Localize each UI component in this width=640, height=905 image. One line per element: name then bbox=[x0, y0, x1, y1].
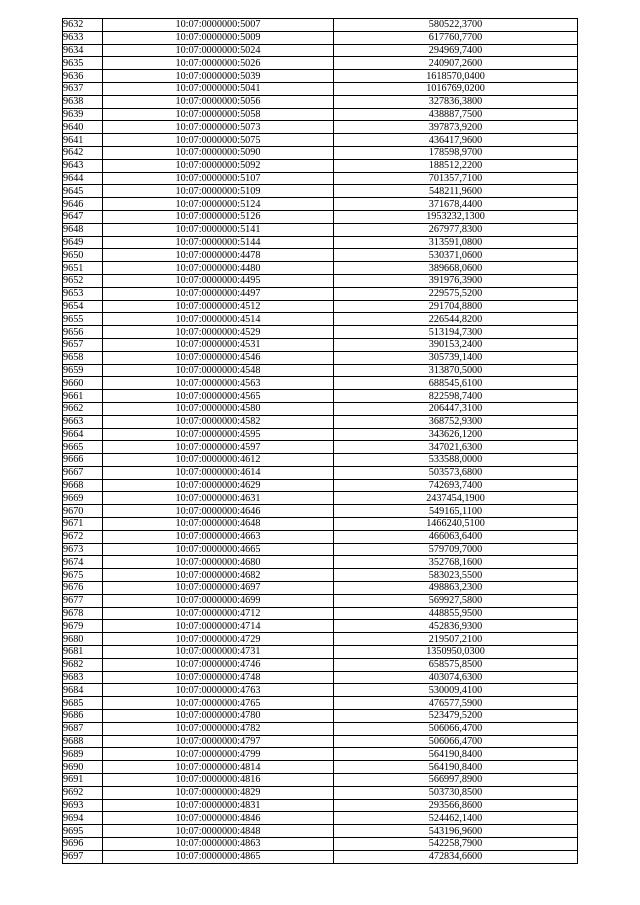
value-cell: 1466240,5100 bbox=[334, 518, 578, 531]
cadastral-number-cell: 10:07:0000000:4829 bbox=[103, 786, 334, 799]
cadastral-number-cell: 10:07:0000000:4699 bbox=[103, 594, 334, 607]
cadastral-number-cell: 10:07:0000000:4731 bbox=[103, 646, 334, 659]
value-cell: 548211,9600 bbox=[334, 185, 578, 198]
row-number-cell: 9683 bbox=[63, 671, 103, 684]
table-row bbox=[63, 313, 578, 326]
row-number-cell: 9690 bbox=[63, 761, 103, 774]
table-row bbox=[63, 774, 578, 787]
cadastral-number-cell: 10:07:0000000:5075 bbox=[103, 134, 334, 147]
row-number-cell: 9638 bbox=[63, 95, 103, 108]
cadastral-number-cell: 10:07:0000000:4797 bbox=[103, 735, 334, 748]
value-cell: 564190,8400 bbox=[334, 761, 578, 774]
cadastral-number-cell: 10:07:0000000:4512 bbox=[103, 300, 334, 313]
value-cell: 701357,7100 bbox=[334, 172, 578, 185]
row-number-cell: 9681 bbox=[63, 646, 103, 659]
table-row bbox=[63, 710, 578, 723]
table-row bbox=[63, 543, 578, 556]
cadastral-number-cell: 10:07:0000000:4665 bbox=[103, 543, 334, 556]
table-row bbox=[63, 454, 578, 467]
value-cell: 530371,0600 bbox=[334, 249, 578, 262]
cadastral-number-cell: 10:07:0000000:4663 bbox=[103, 530, 334, 543]
row-number-cell: 9686 bbox=[63, 710, 103, 723]
table-row bbox=[63, 390, 578, 403]
value-cell: 313870,5000 bbox=[334, 364, 578, 377]
cadastral-number-cell: 10:07:0000000:4846 bbox=[103, 812, 334, 825]
cadastral-number-cell: 10:07:0000000:4680 bbox=[103, 556, 334, 569]
table-row bbox=[63, 838, 578, 851]
cadastral-number-cell: 10:07:0000000:5090 bbox=[103, 146, 334, 159]
table-row bbox=[63, 799, 578, 812]
cadastral-number-cell: 10:07:0000000:4548 bbox=[103, 364, 334, 377]
cadastral-number-cell: 10:07:0000000:4514 bbox=[103, 313, 334, 326]
cadastral-number-cell: 10:07:0000000:5041 bbox=[103, 82, 334, 95]
row-number-cell: 9696 bbox=[63, 838, 103, 851]
row-number-cell: 9639 bbox=[63, 108, 103, 121]
value-cell: 549165,1100 bbox=[334, 505, 578, 518]
table-row bbox=[63, 466, 578, 479]
cadastral-number-cell: 10:07:0000000:5026 bbox=[103, 57, 334, 70]
cadastral-number-cell: 10:07:0000000:5058 bbox=[103, 108, 334, 121]
row-number-cell: 9678 bbox=[63, 607, 103, 620]
cadastral-number-cell: 10:07:0000000:5144 bbox=[103, 236, 334, 249]
value-cell: 403074,6300 bbox=[334, 671, 578, 684]
row-number-cell: 9672 bbox=[63, 530, 103, 543]
value-cell: 498863,2300 bbox=[334, 582, 578, 595]
value-cell: 219507,2100 bbox=[334, 633, 578, 646]
table-row bbox=[63, 159, 578, 172]
cadastral-number-cell: 10:07:0000000:4863 bbox=[103, 838, 334, 851]
value-cell: 389668,0600 bbox=[334, 262, 578, 275]
cadastral-number-cell: 10:07:0000000:5109 bbox=[103, 185, 334, 198]
value-cell: 1016769,0200 bbox=[334, 82, 578, 95]
row-number-cell: 9661 bbox=[63, 390, 103, 403]
row-number-cell: 9646 bbox=[63, 198, 103, 211]
table-row bbox=[63, 556, 578, 569]
table-row bbox=[63, 121, 578, 134]
value-cell: 347021,6300 bbox=[334, 441, 578, 454]
cadastral-number-cell: 10:07:0000000:5009 bbox=[103, 31, 334, 44]
cadastral-number-cell: 10:07:0000000:5092 bbox=[103, 159, 334, 172]
value-cell: 542258,7900 bbox=[334, 838, 578, 851]
row-number-cell: 9671 bbox=[63, 518, 103, 531]
table-row bbox=[63, 287, 578, 300]
value-cell: 617760,7700 bbox=[334, 31, 578, 44]
table-row bbox=[63, 262, 578, 275]
table-row bbox=[63, 402, 578, 415]
row-number-cell: 9648 bbox=[63, 223, 103, 236]
table-row bbox=[63, 518, 578, 531]
value-cell: 313591,0800 bbox=[334, 236, 578, 249]
cadastral-number-cell: 10:07:0000000:4546 bbox=[103, 351, 334, 364]
cadastral-number-cell: 10:07:0000000:4799 bbox=[103, 748, 334, 761]
value-cell: 503730,8500 bbox=[334, 786, 578, 799]
table-row bbox=[63, 146, 578, 159]
table-row bbox=[63, 812, 578, 825]
cadastral-number-cell: 10:07:0000000:4629 bbox=[103, 479, 334, 492]
row-number-cell: 9694 bbox=[63, 812, 103, 825]
value-cell: 371678,4400 bbox=[334, 198, 578, 211]
value-cell: 240907,2600 bbox=[334, 57, 578, 70]
value-cell: 448855,9500 bbox=[334, 607, 578, 620]
row-number-cell: 9635 bbox=[63, 57, 103, 70]
row-number-cell: 9668 bbox=[63, 479, 103, 492]
value-cell: 569927,5800 bbox=[334, 594, 578, 607]
cadastral-number-cell: 10:07:0000000:4712 bbox=[103, 607, 334, 620]
value-cell: 397873,9200 bbox=[334, 121, 578, 134]
row-number-cell: 9695 bbox=[63, 825, 103, 838]
value-cell: 524462,1400 bbox=[334, 812, 578, 825]
cadastral-number-cell: 10:07:0000000:4814 bbox=[103, 761, 334, 774]
row-number-cell: 9674 bbox=[63, 556, 103, 569]
table-row bbox=[63, 134, 578, 147]
value-cell: 530009,4100 bbox=[334, 684, 578, 697]
row-number-cell: 9632 bbox=[63, 19, 103, 32]
value-cell: 2437454,1900 bbox=[334, 492, 578, 505]
row-number-cell: 9660 bbox=[63, 377, 103, 390]
row-number-cell: 9664 bbox=[63, 428, 103, 441]
cadastral-number-cell: 10:07:0000000:5107 bbox=[103, 172, 334, 185]
cadastral-number-cell: 10:07:0000000:5056 bbox=[103, 95, 334, 108]
table-row bbox=[63, 326, 578, 339]
table-row bbox=[63, 70, 578, 83]
value-cell: 466063,6400 bbox=[334, 530, 578, 543]
value-cell: 543196,9600 bbox=[334, 825, 578, 838]
cadastral-number-cell: 10:07:0000000:4765 bbox=[103, 697, 334, 710]
value-cell: 503573,6800 bbox=[334, 466, 578, 479]
cadastral-number-cell: 10:07:0000000:5073 bbox=[103, 121, 334, 134]
row-number-cell: 9669 bbox=[63, 492, 103, 505]
row-number-cell: 9685 bbox=[63, 697, 103, 710]
row-number-cell: 9666 bbox=[63, 454, 103, 467]
row-number-cell: 9676 bbox=[63, 582, 103, 595]
row-number-cell: 9697 bbox=[63, 850, 103, 863]
value-cell: 658575,8500 bbox=[334, 658, 578, 671]
table-row bbox=[63, 95, 578, 108]
row-number-cell: 9692 bbox=[63, 786, 103, 799]
row-number-cell: 9651 bbox=[63, 262, 103, 275]
cadastral-number-cell: 10:07:0000000:4729 bbox=[103, 633, 334, 646]
table-row bbox=[63, 172, 578, 185]
value-cell: 1953232,1300 bbox=[334, 210, 578, 223]
cadastral-number-cell: 10:07:0000000:4646 bbox=[103, 505, 334, 518]
row-number-cell: 9693 bbox=[63, 799, 103, 812]
row-number-cell: 9652 bbox=[63, 274, 103, 287]
table-row bbox=[63, 44, 578, 57]
cadastral-value-table bbox=[62, 18, 578, 864]
cadastral-number-cell: 10:07:0000000:4614 bbox=[103, 466, 334, 479]
table-row bbox=[63, 428, 578, 441]
value-cell: 178598,9700 bbox=[334, 146, 578, 159]
row-number-cell: 9649 bbox=[63, 236, 103, 249]
cadastral-number-cell: 10:07:0000000:5007 bbox=[103, 19, 334, 32]
row-number-cell: 9645 bbox=[63, 185, 103, 198]
table-row bbox=[63, 185, 578, 198]
cadastral-number-cell: 10:07:0000000:4865 bbox=[103, 850, 334, 863]
cadastral-number-cell: 10:07:0000000:4631 bbox=[103, 492, 334, 505]
cadastral-number-cell: 10:07:0000000:4480 bbox=[103, 262, 334, 275]
row-number-cell: 9657 bbox=[63, 338, 103, 351]
row-number-cell: 9647 bbox=[63, 210, 103, 223]
table-row bbox=[63, 479, 578, 492]
value-cell: 436417,9600 bbox=[334, 134, 578, 147]
table-row bbox=[63, 697, 578, 710]
row-number-cell: 9689 bbox=[63, 748, 103, 761]
table-row bbox=[63, 594, 578, 607]
row-number-cell: 9687 bbox=[63, 722, 103, 735]
table-row bbox=[63, 735, 578, 748]
cadastral-number-cell: 10:07:0000000:4848 bbox=[103, 825, 334, 838]
value-cell: 327836,3800 bbox=[334, 95, 578, 108]
value-cell: 390153,2400 bbox=[334, 338, 578, 351]
table-row bbox=[63, 31, 578, 44]
value-cell: 1618570,0400 bbox=[334, 70, 578, 83]
cadastral-number-cell: 10:07:0000000:4531 bbox=[103, 338, 334, 351]
table-row bbox=[63, 786, 578, 799]
row-number-cell: 9641 bbox=[63, 134, 103, 147]
cadastral-number-cell: 10:07:0000000:4831 bbox=[103, 799, 334, 812]
table-row bbox=[63, 441, 578, 454]
row-number-cell: 9679 bbox=[63, 620, 103, 633]
cadastral-number-cell: 10:07:0000000:4478 bbox=[103, 249, 334, 262]
row-number-cell: 9675 bbox=[63, 569, 103, 582]
table-row bbox=[63, 108, 578, 121]
table-row bbox=[63, 722, 578, 735]
cadastral-number-cell: 10:07:0000000:4529 bbox=[103, 326, 334, 339]
table-row bbox=[63, 569, 578, 582]
row-number-cell: 9691 bbox=[63, 774, 103, 787]
cadastral-number-cell: 10:07:0000000:4748 bbox=[103, 671, 334, 684]
cadastral-number-cell: 10:07:0000000:4612 bbox=[103, 454, 334, 467]
value-cell: 368752,9300 bbox=[334, 415, 578, 428]
table-row bbox=[63, 338, 578, 351]
table-row bbox=[63, 198, 578, 211]
row-number-cell: 9680 bbox=[63, 633, 103, 646]
row-number-cell: 9654 bbox=[63, 300, 103, 313]
table-row bbox=[63, 377, 578, 390]
row-number-cell: 9636 bbox=[63, 70, 103, 83]
table-row bbox=[63, 492, 578, 505]
value-cell: 506066,4700 bbox=[334, 735, 578, 748]
value-cell: 294969,7400 bbox=[334, 44, 578, 57]
value-cell: 564190,8400 bbox=[334, 748, 578, 761]
row-number-cell: 9662 bbox=[63, 402, 103, 415]
table-row bbox=[63, 415, 578, 428]
value-cell: 506066,4700 bbox=[334, 722, 578, 735]
table-row bbox=[63, 19, 578, 32]
row-number-cell: 9682 bbox=[63, 658, 103, 671]
table-row bbox=[63, 620, 578, 633]
value-cell: 822598,7400 bbox=[334, 390, 578, 403]
cadastral-number-cell: 10:07:0000000:4597 bbox=[103, 441, 334, 454]
table-row bbox=[63, 249, 578, 262]
value-cell: 188512,2200 bbox=[334, 159, 578, 172]
row-number-cell: 9634 bbox=[63, 44, 103, 57]
table-row bbox=[63, 274, 578, 287]
value-cell: 293566,8600 bbox=[334, 799, 578, 812]
row-number-cell: 9665 bbox=[63, 441, 103, 454]
value-cell: 688545,6100 bbox=[334, 377, 578, 390]
cadastral-number-cell: 10:07:0000000:5039 bbox=[103, 70, 334, 83]
table-row bbox=[63, 351, 578, 364]
row-number-cell: 9650 bbox=[63, 249, 103, 262]
row-number-cell: 9642 bbox=[63, 146, 103, 159]
value-cell: 352768,1600 bbox=[334, 556, 578, 569]
cadastral-number-cell: 10:07:0000000:4565 bbox=[103, 390, 334, 403]
row-number-cell: 9688 bbox=[63, 735, 103, 748]
value-cell: 533588,0000 bbox=[334, 454, 578, 467]
row-number-cell: 9684 bbox=[63, 684, 103, 697]
cadastral-number-cell: 10:07:0000000:4780 bbox=[103, 710, 334, 723]
value-cell: 472834,6600 bbox=[334, 850, 578, 863]
cadastral-number-cell: 10:07:0000000:4495 bbox=[103, 274, 334, 287]
value-cell: 305739,1400 bbox=[334, 351, 578, 364]
row-number-cell: 9667 bbox=[63, 466, 103, 479]
table-row bbox=[63, 223, 578, 236]
row-number-cell: 9653 bbox=[63, 287, 103, 300]
value-cell: 343626,1200 bbox=[334, 428, 578, 441]
cadastral-number-cell: 10:07:0000000:5024 bbox=[103, 44, 334, 57]
value-cell: 291704,8800 bbox=[334, 300, 578, 313]
value-cell: 579709,7000 bbox=[334, 543, 578, 556]
cadastral-number-cell: 10:07:0000000:4582 bbox=[103, 415, 334, 428]
table-row bbox=[63, 364, 578, 377]
table-row bbox=[63, 658, 578, 671]
table-row bbox=[63, 761, 578, 774]
cadastral-number-cell: 10:07:0000000:5126 bbox=[103, 210, 334, 223]
table-row bbox=[63, 850, 578, 863]
table-body bbox=[63, 19, 578, 864]
value-cell: 438887,7500 bbox=[334, 108, 578, 121]
value-cell: 513194,7300 bbox=[334, 326, 578, 339]
table-row bbox=[63, 684, 578, 697]
cadastral-number-cell: 10:07:0000000:4816 bbox=[103, 774, 334, 787]
cadastral-number-cell: 10:07:0000000:4563 bbox=[103, 377, 334, 390]
row-number-cell: 9655 bbox=[63, 313, 103, 326]
cadastral-number-cell: 10:07:0000000:4595 bbox=[103, 428, 334, 441]
table-row bbox=[63, 530, 578, 543]
value-cell: 206447,3100 bbox=[334, 402, 578, 415]
cadastral-number-cell: 10:07:0000000:4648 bbox=[103, 518, 334, 531]
table-row bbox=[63, 505, 578, 518]
table-row bbox=[63, 646, 578, 659]
row-number-cell: 9659 bbox=[63, 364, 103, 377]
cadastral-number-cell: 10:07:0000000:4714 bbox=[103, 620, 334, 633]
row-number-cell: 9670 bbox=[63, 505, 103, 518]
row-number-cell: 9663 bbox=[63, 415, 103, 428]
cadastral-number-cell: 10:07:0000000:4746 bbox=[103, 658, 334, 671]
value-cell: 1350950,0300 bbox=[334, 646, 578, 659]
value-cell: 476577,5900 bbox=[334, 697, 578, 710]
value-cell: 583023,5500 bbox=[334, 569, 578, 582]
value-cell: 566997,8900 bbox=[334, 774, 578, 787]
value-cell: 267977,8300 bbox=[334, 223, 578, 236]
value-cell: 580522,3700 bbox=[334, 19, 578, 32]
row-number-cell: 9677 bbox=[63, 594, 103, 607]
row-number-cell: 9637 bbox=[63, 82, 103, 95]
row-number-cell: 9643 bbox=[63, 159, 103, 172]
cadastral-number-cell: 10:07:0000000:5124 bbox=[103, 198, 334, 211]
cadastral-number-cell: 10:07:0000000:4682 bbox=[103, 569, 334, 582]
row-number-cell: 9658 bbox=[63, 351, 103, 364]
table-row bbox=[63, 633, 578, 646]
table-row bbox=[63, 236, 578, 249]
value-cell: 452836,9300 bbox=[334, 620, 578, 633]
cadastral-number-cell: 10:07:0000000:4580 bbox=[103, 402, 334, 415]
cadastral-number-cell: 10:07:0000000:4697 bbox=[103, 582, 334, 595]
table-row bbox=[63, 607, 578, 620]
row-number-cell: 9640 bbox=[63, 121, 103, 134]
table-row bbox=[63, 210, 578, 223]
table-row bbox=[63, 57, 578, 70]
row-number-cell: 9644 bbox=[63, 172, 103, 185]
table-row bbox=[63, 82, 578, 95]
value-cell: 226544,8200 bbox=[334, 313, 578, 326]
cadastral-number-cell: 10:07:0000000:4782 bbox=[103, 722, 334, 735]
row-number-cell: 9633 bbox=[63, 31, 103, 44]
cadastral-number-cell: 10:07:0000000:4497 bbox=[103, 287, 334, 300]
row-number-cell: 9656 bbox=[63, 326, 103, 339]
table-row bbox=[63, 825, 578, 838]
cadastral-number-cell: 10:07:0000000:4763 bbox=[103, 684, 334, 697]
cadastral-number-cell: 10:07:0000000:5141 bbox=[103, 223, 334, 236]
value-cell: 229575,5200 bbox=[334, 287, 578, 300]
table-row bbox=[63, 748, 578, 761]
value-cell: 523479,5200 bbox=[334, 710, 578, 723]
table-row bbox=[63, 582, 578, 595]
value-cell: 391976,3900 bbox=[334, 274, 578, 287]
table-row bbox=[63, 300, 578, 313]
value-cell: 742693,7400 bbox=[334, 479, 578, 492]
row-number-cell: 9673 bbox=[63, 543, 103, 556]
table-row bbox=[63, 671, 578, 684]
document-page bbox=[62, 18, 578, 864]
